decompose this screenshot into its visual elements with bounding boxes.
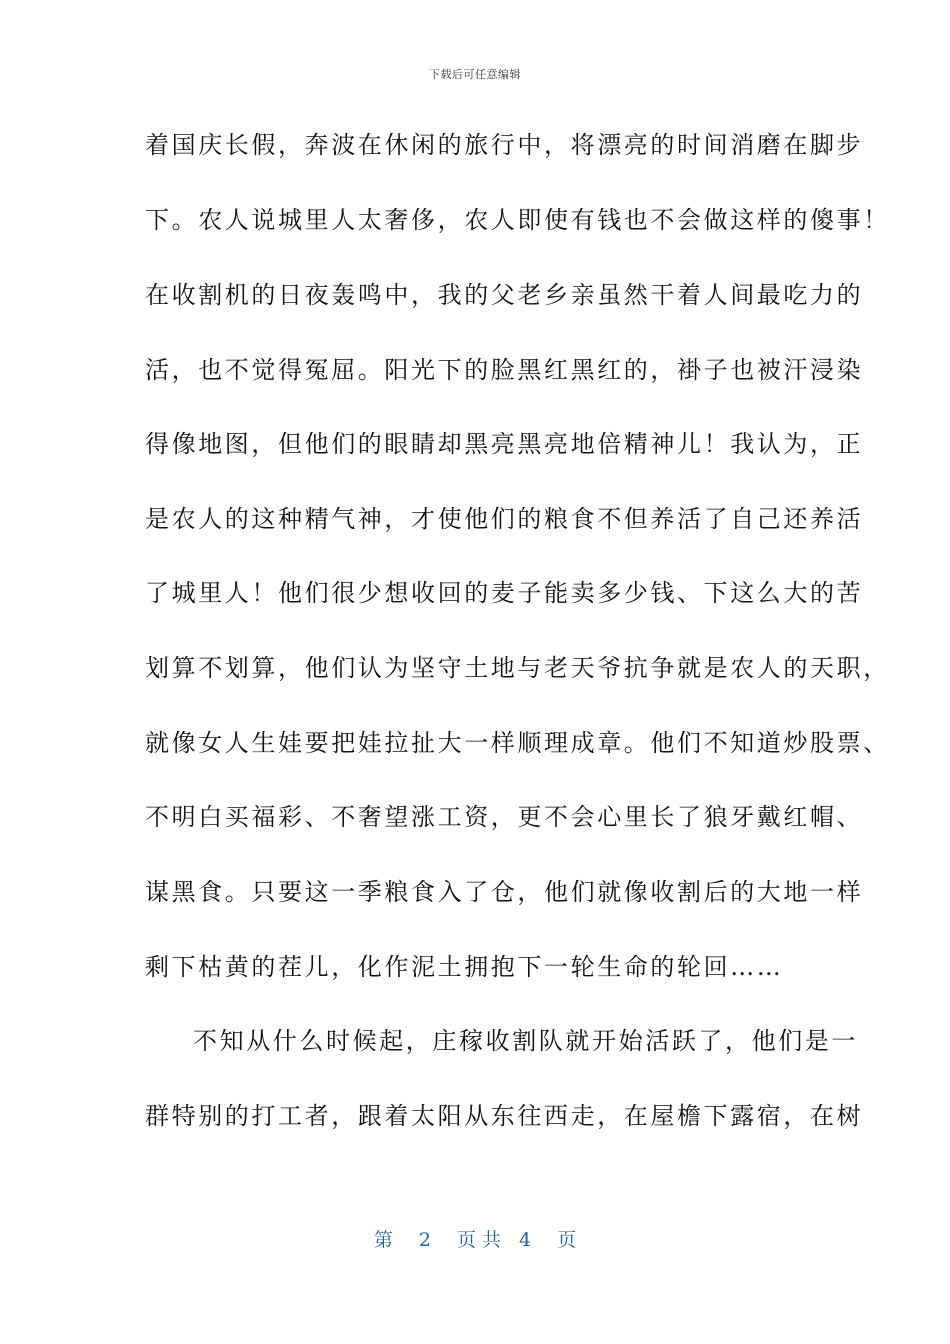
text-line: 划算不划算，他们认为坚守土地与老天爷抗争就是农人的天职， (145, 654, 890, 682)
footer-middle: 页共 (456, 1229, 507, 1251)
page-header: 下载后可任意编辑 (429, 68, 521, 81)
text-line: 得像地图，但他们的眼睛却黑亮黑亮地倍精神儿！我认为，正 (145, 430, 864, 458)
text-line: 着国庆长假，奔波在休闲的旅行中，将漂亮的时间消磨在脚步 (145, 131, 864, 159)
footer-suffix: 页 (557, 1229, 577, 1251)
text-line: 在收割机的日夜轰鸣中，我的父老乡亲虽然干着人间最吃力的 (145, 281, 864, 309)
text-line: 不明白买福彩、不奢望涨工资，更不会心里长了狼牙戴红帽、 (145, 803, 864, 831)
text-line: 活，也不觉得冤屈。阳光下的脸黑红黑红的，褂子也被汗浸染 (145, 356, 864, 384)
text-line: 谋黑食。只要这一季粮食入了仓，他们就像收割后的大地一样 (145, 878, 864, 906)
paragraph-first-line: 不知从什么时候起，庄稼收割队就开始活跃了，他们是一 (193, 1027, 858, 1055)
text-line: 下。农人说城里人太奢侈，农人即使有钱也不会做这样的傻事！ (145, 206, 890, 234)
text-line: 是农人的这种精气神，才使他们的粮食不但养活了自己还养活 (145, 505, 864, 533)
footer-prefix: 第 (373, 1229, 393, 1251)
text-line: 群特别的打工者，跟着太阳从东往西走，在屋檐下露宿，在树 (145, 1102, 864, 1130)
text-line: 就像女人生娃要把娃拉扯大一样顺理成章。他们不知道炒股票、 (145, 729, 890, 757)
page-footer (0, 1225, 950, 1252)
current-page-number: 2 (418, 1229, 431, 1251)
text-line: 了城里人！他们很少想收回的麦子能卖多少钱、下这么大的苦 (145, 579, 864, 607)
text-line: 剩下枯黄的茬儿，化作泥土拥抱下一轮生命的轮回…… (145, 953, 784, 981)
total-pages-number: 4 (519, 1229, 532, 1251)
